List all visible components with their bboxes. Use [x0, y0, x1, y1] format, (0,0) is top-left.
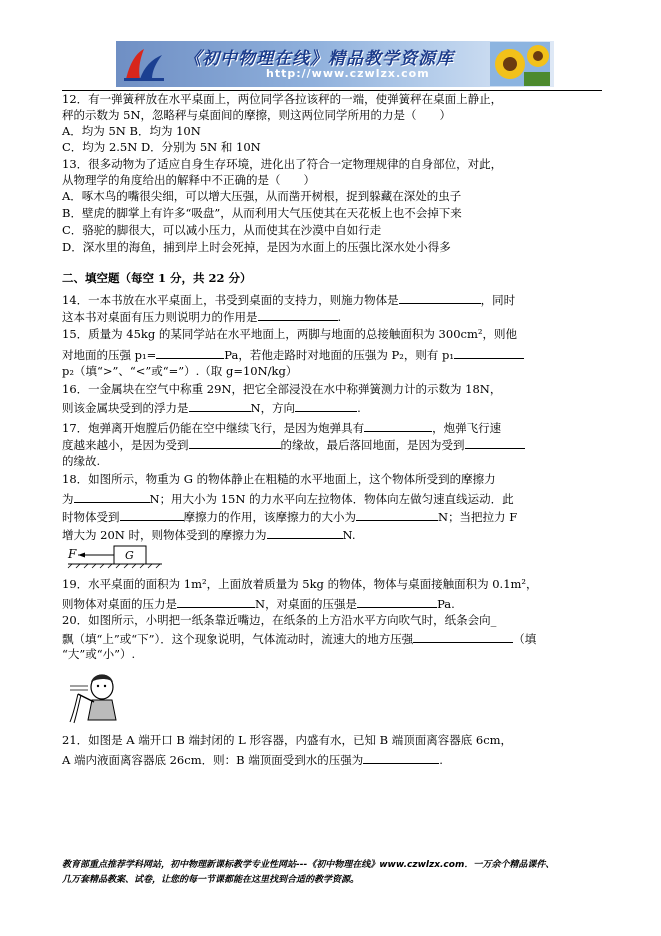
- q20-text-2a: 飘（填“上”或“下”）．这个现象说明，气体流动时，流速大的地方压强: [62, 632, 414, 646]
- footer-line-1: 教育部重点推荐学科网站，初中物理新课标教学专业性网站---《初中物理在线》www.czwlzx.com．一万余个精品课件、: [62, 860, 555, 870]
- q15-blank-1[interactable]: [156, 346, 224, 359]
- q12-option-ab: A．均为 5N B．均为 10N: [62, 124, 201, 138]
- q14-line-1: [62, 291, 515, 308]
- q18-blank-2[interactable]: [120, 508, 184, 521]
- header-rule: [62, 90, 602, 91]
- q14-text-2b: .: [337, 310, 342, 324]
- q18-line-3: [62, 508, 517, 525]
- q14-text-2a: 这本书对桌面有压力则说明力的作用是: [62, 310, 258, 324]
- q19-text-2c: Pa.: [437, 597, 455, 611]
- q16-text-2b: N，方向: [250, 401, 296, 415]
- q14-line-2: [62, 308, 341, 325]
- q19-text-2b: N，对桌面的压强是: [255, 597, 358, 611]
- q18-line-2: [62, 490, 514, 507]
- q21-line-2: [62, 751, 443, 768]
- q17-line-3: 的缘故.: [62, 454, 101, 468]
- q18-blank-1[interactable]: [74, 490, 150, 503]
- q17-blank-2[interactable]: [189, 436, 281, 449]
- q17-blank-1[interactable]: [364, 419, 432, 432]
- q20-line-1: 20．如图所示，小明把一纸条靠近嘴边，在纸条的上方沿水平方向吹气时，纸条会向_: [62, 613, 497, 627]
- q17-text-2b: 的缘故，最后落回地面，是因为受到: [280, 438, 465, 452]
- q21-text-2a: A 端内液面离容器底 26cm．则：B 端顶面受到水的压强为: [62, 753, 364, 767]
- section-title-fill-in: 二、填空题（每空 1 分，共 22 分）: [62, 271, 252, 285]
- q19-text-2a: 则物体对桌面的压力是: [62, 597, 177, 611]
- q18-text-4a: 增大为 20N 时，则物体受到的摩擦力为: [62, 528, 267, 542]
- q15-line-1: 15．质量为 45kg 的某同学站在水平地面上，两脚与地面的总接触面积为 300cm²，则他: [62, 327, 517, 341]
- q17-line-1: [62, 419, 501, 436]
- q18-line-4: [62, 526, 356, 543]
- q17-text-1b: ，炮弹飞行速: [432, 421, 502, 435]
- q13-option-a: A．啄木鸟的嘴很尖细，可以增大压强，从而凿开树根，捉到躲藏在深处的虫子: [62, 189, 462, 203]
- q21-text-2b: .: [439, 753, 443, 767]
- q18-line-1: 18．如图所示，物重为 G 的物体静止在粗糙的水平地面上，这个物体所受到的摩擦力: [62, 472, 496, 486]
- q19-blank-2[interactable]: [357, 595, 437, 608]
- q18-fig-label-f: F: [68, 547, 77, 561]
- q21-blank-1[interactable]: [363, 751, 439, 764]
- q20-blank-1[interactable]: [413, 630, 513, 643]
- q15-text-2b: Pa，若他走路时对地面的压强为 P₂，则有 p₁: [224, 348, 454, 362]
- sunflower-icon: [490, 42, 550, 86]
- footer-line-2: 几万套精品教案、试卷，让您的每一节课都能在这里找到合适的教学资源。: [62, 875, 360, 885]
- q17-line-2: [62, 436, 525, 453]
- q17-text-2a: 度越来越小，是因为受到: [62, 438, 189, 452]
- q18-force-diagram: [64, 543, 164, 569]
- q15-text-2a: 对地面的压强 p₁=: [62, 348, 157, 362]
- q12-option-cd: C．均为 2.5N D．分别为 5N 和 10N: [62, 140, 261, 154]
- q18-blank-3[interactable]: [356, 508, 438, 521]
- q18-text-2b: N；用大小为 15N 的力水平向左拉物体．物体向左做匀速直线运动．此: [149, 492, 514, 506]
- q16-blank-2[interactable]: [295, 399, 357, 412]
- q16-text-2c: .: [357, 401, 361, 415]
- q12-line-2: 秤的示数为 5N，忽略秤与桌面间的摩擦，则这两位同学所用的力是（ ）: [62, 108, 452, 122]
- banner-title: 《初中物理在线》精品教学资源库: [184, 49, 454, 69]
- header-banner: [116, 41, 554, 87]
- q19-blank-1[interactable]: [177, 595, 255, 608]
- q13-line-1: 13．很多动物为了适应自身生存环境，进化出了符合一定物理规律的自身部位，对此，: [62, 157, 503, 171]
- q16-line-1: 16．一金属块在空气中称重 29N，把它全部浸没在水中称弹簧测力计的示数为 18N，: [62, 382, 502, 396]
- q17-blank-3[interactable]: [465, 436, 525, 449]
- q20-boy-blowing-paper-illustration: [64, 668, 128, 726]
- banner-url: http://www.czwlzx.com: [266, 67, 430, 80]
- q19-line-1: 19．水平桌面的面积为 1m²，上面放着质量为 5kg 的物体，物体与桌面接触面积为 0.1m²，: [62, 577, 538, 591]
- q13-option-c: C．骆驼的脚很大，可以减小压力，从而使其在沙漠中自如行走: [62, 223, 382, 237]
- q20-text-2b: （填: [513, 632, 537, 646]
- q18-blank-4[interactable]: [267, 526, 343, 539]
- q18-text-3a: 时物体受到: [62, 510, 120, 524]
- q18-ground-hatching: [68, 564, 160, 568]
- q18-text-4b: N.: [342, 528, 356, 542]
- q16-line-2: [62, 399, 361, 416]
- q18-text-2a: 为: [62, 492, 74, 506]
- q14-text-1a: 14．一本书放在水平桌面上，书受到桌面的支持力，则施力物体是: [62, 293, 399, 307]
- q14-text-1b: ，同时: [480, 293, 516, 307]
- q12-line-1: 12．有一弹簧秤放在水平桌面上，两位同学各拉该秤的一端，使弹簧秤在桌面上静止，: [62, 92, 503, 106]
- q15-line-3: p₂（填“>”、“<”或“=”）.（取 g=10N/kg）: [62, 364, 298, 378]
- q18-text-3c: N；当把拉力 F: [438, 510, 518, 524]
- q20-line-2: [62, 630, 536, 647]
- q16-text-2a: 则该金属块受到的浮力是: [62, 401, 189, 415]
- q18-fig-label-g: G: [125, 549, 134, 562]
- q14-blank-1[interactable]: [399, 291, 481, 304]
- q18-text-3b: 摩擦力的作用，该摩擦力的大小为: [183, 510, 356, 524]
- q15-blank-2[interactable]: [454, 346, 524, 359]
- q13-option-b: B．壁虎的脚掌上有许多“吸盘”，从而利用大气压使其在天花板上也不会掉下来: [62, 206, 462, 220]
- q19-line-2: [62, 595, 455, 612]
- q13-option-d: D．深水里的海鱼，捕到岸上时会死掉，是因为水面上的压强比深水处小得多: [62, 240, 451, 254]
- q18-force-arrowhead: [78, 553, 85, 558]
- q21-line-1: 21．如图是 A 端开口 B 端封闭的 L 形容器，内盛有水，已知 B 端顶面离容器底 6cm，: [62, 733, 513, 747]
- q16-blank-1[interactable]: [189, 399, 251, 412]
- q13-line-2: 从物理学的角度给出的解释中不正确的是（ ）: [62, 173, 315, 187]
- q17-text-1a: 17．炮弹离开炮膛后仍能在空中继续飞行，是因为炮弹具有: [62, 421, 365, 435]
- q20-line-3: “大”或“小”）.: [62, 647, 136, 661]
- q14-blank-2[interactable]: [258, 308, 338, 321]
- site-logo-icon: [122, 45, 166, 83]
- q15-line-2: [62, 346, 524, 363]
